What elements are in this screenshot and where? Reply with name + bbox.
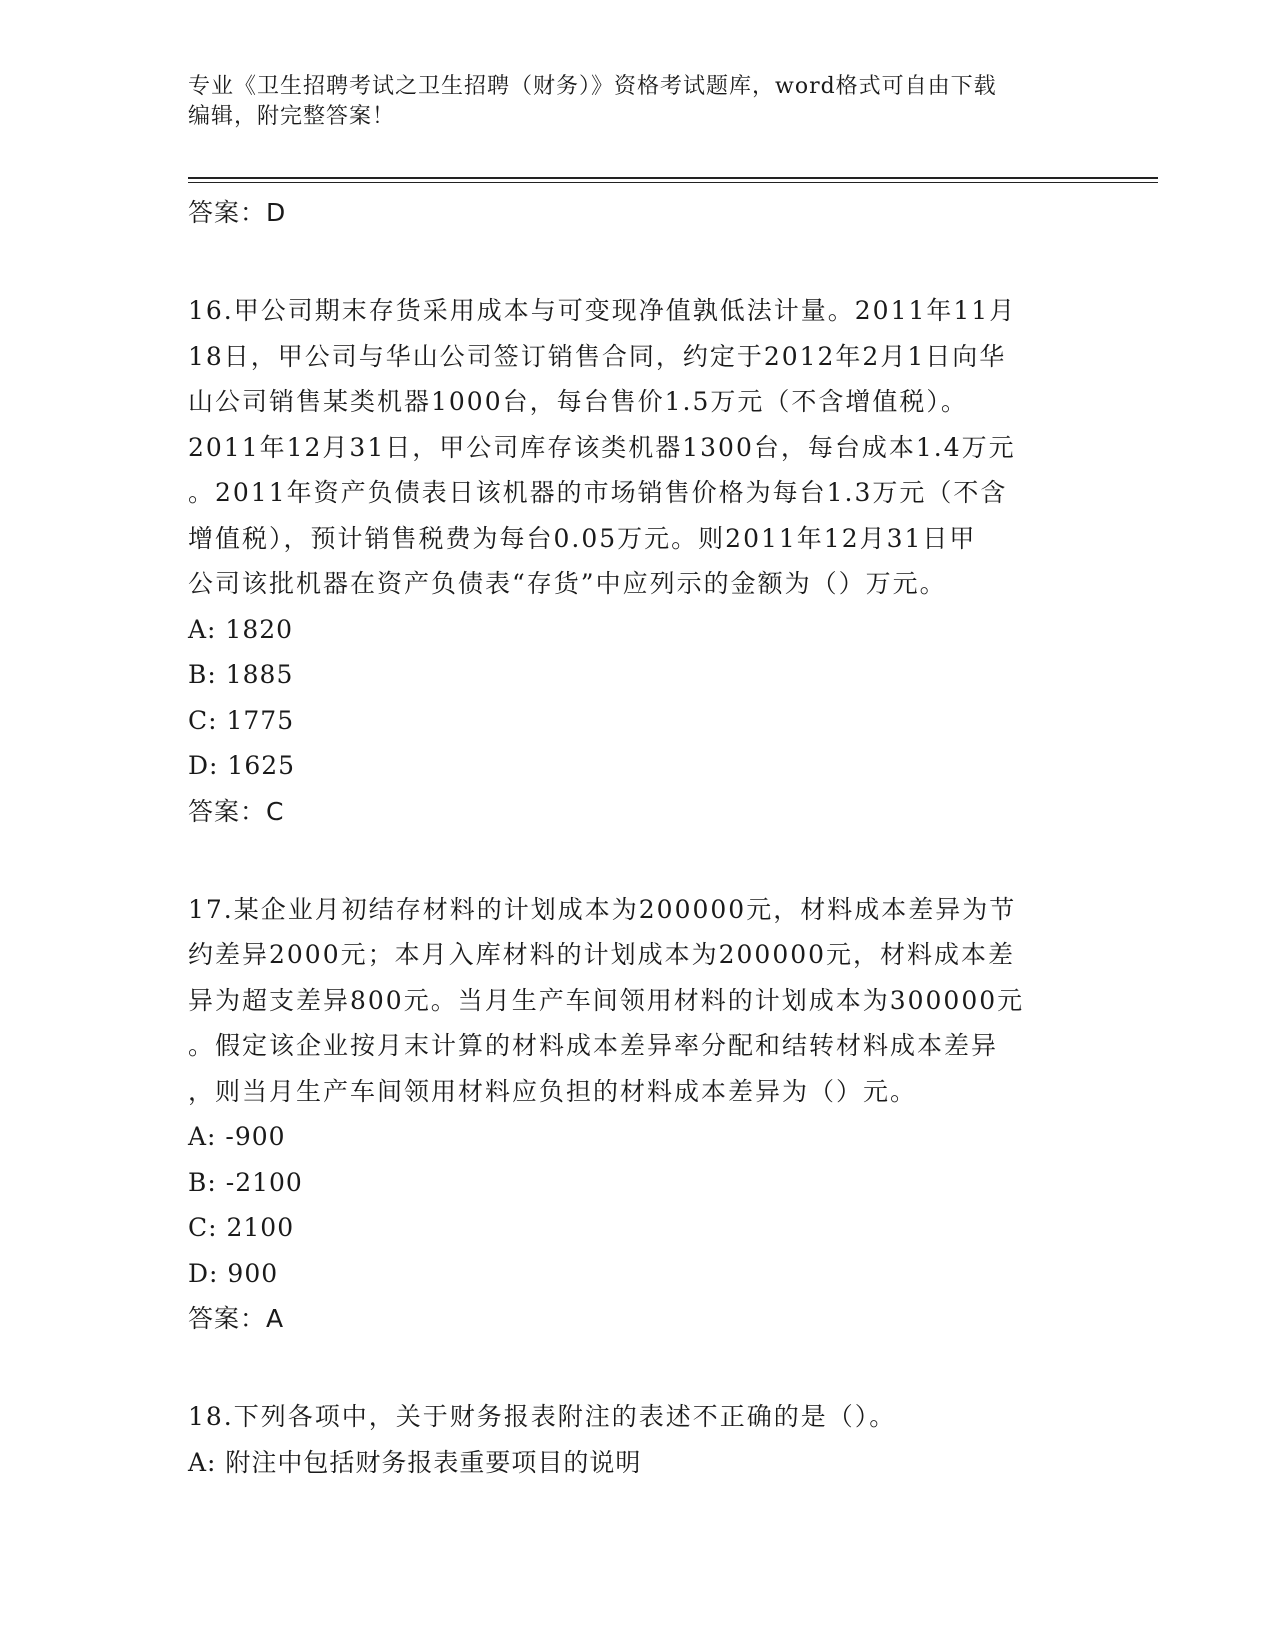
question-16 [188, 288, 1088, 835]
option-b: B: 1885 [188, 660, 294, 689]
page-content [188, 190, 1088, 1485]
header-line-1: 专业《卫生招聘考试之卫生招聘（财务）》资格考试题库，word格式可自由下载 [188, 74, 997, 99]
stem-line: 公司该批机器在资产负债表“存货”中应列示的金额为（）万元。 [188, 569, 947, 598]
option-b: B: -2100 [188, 1167, 303, 1197]
option-c: C: 1775 [188, 705, 295, 735]
stem-line: 约差异2000元；本月入库材料的计划成本为200000元，材料成本差 [188, 940, 1016, 969]
option-d: D: 900 [188, 1258, 279, 1288]
option-a: A: -900 [188, 1122, 286, 1151]
stem-line: 。2011年资产负债表日该机器的市场销售价格为每台1.3万元（不含 [188, 478, 1008, 507]
document-header [188, 72, 1088, 132]
answer-q16: 答案：C [188, 796, 285, 826]
question-17-stem [188, 887, 1088, 1115]
answer-q15: 答案：D [188, 198, 287, 227]
spacer [188, 236, 1088, 288]
stem-line: 17.某企业月初结存材料的计划成本为200000元，材料成本差异为节 [188, 894, 1017, 924]
question-17 [188, 887, 1088, 1343]
stem-line: 增值税），预计销售税费为每台0.05万元。则2011年12月31日甲 [188, 523, 977, 553]
question-18-stem [188, 1394, 1088, 1440]
question-18 [188, 1394, 1088, 1485]
question-16-stem [188, 288, 1088, 607]
spacer [188, 1342, 1088, 1394]
option-a: A: 1820 [188, 614, 294, 644]
stem-line: 异为超支差异800元。当月生产车间领用材料的计划成本为300000元 [188, 985, 1025, 1015]
option-a: A: 附注中包括财务报表重要项目的说明 [188, 1447, 642, 1477]
option-c: C: 2100 [188, 1213, 295, 1242]
stem-line: 18.下列各项中，关于财务报表附注的表述不正确的是（）。 [188, 1402, 897, 1431]
header-divider-thick [188, 177, 1158, 179]
option-d: D: 1625 [188, 751, 296, 780]
stem-line: 。假定该企业按月末计算的材料成本差异率分配和结转材料成本差异 [188, 1031, 999, 1060]
stem-line: 山公司销售某类机器1000台，每台售价1.5万元（不含增值税）。 [188, 387, 968, 416]
header-divider-thin [188, 182, 1158, 183]
spacer [188, 835, 1088, 887]
stem-line: ，则当月生产车间领用材料应负担的材料成本差异为（）元。 [188, 1076, 918, 1106]
stem-line: 2011年12月31日，甲公司库存该类机器1300台，每台成本1.4万元 [188, 432, 1016, 462]
stem-line: 18日，甲公司与华山公司签订销售合同，约定于2012年2月1日向华 [188, 341, 1007, 371]
answer-q17: 答案：A [188, 1304, 285, 1333]
header-line-2: 编辑，附完整答案！ [188, 104, 396, 129]
stem-line: 16.甲公司期末存货采用成本与可变现净值孰低法计量。2011年11月 [188, 296, 1017, 325]
